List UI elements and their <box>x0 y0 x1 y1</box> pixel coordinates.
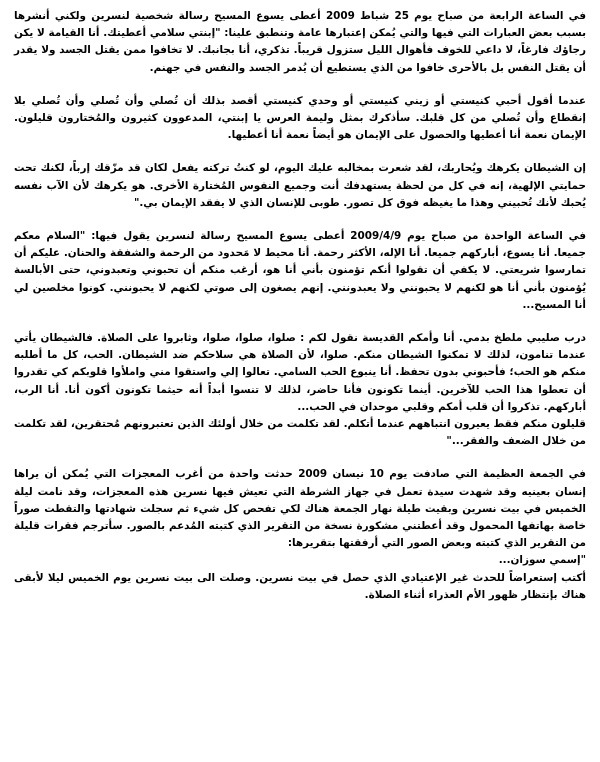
paragraph-report: أكتب إستعراضاً للحدث غير الإعتيادي الذي حصل في بيت نسرين. وصلت الى بيت نسرين يوم الخميس ليلا لأبقى هناك بإنتظار ظهور الأم العذراء أثناء الصلاة. <box>14 571 586 601</box>
document-page <box>14 8 586 756</box>
paragraph-spacer <box>14 144 586 160</box>
paragraph-feb-message: في الساعة الرابعة من صباح يوم 25 شباط 2009 أعطى يسوع المسيح رسالة شخصية لنسرين ولكني أنشرها بسبب بعض العبارات التي فيها والتي يُمكن إعتبارها عامة وتنطبق علينا: "إبنتي سلامي أعطيتك. أنا القيامة لا يكن رجاؤك فارغاً، لا داعي للخوف فأهوال الليل ستزول قريباً. تذكري، أنا بجانبك. لا تخافوا ممن يقتل الجسد ولا يقدر أن يقتل النفس بل بالأحرى خافوا من الذي يستطيع أن يُدمر الجسد والنفس في جهنم. <box>14 10 587 74</box>
paragraph-satan: إن الشيطان يكرهك ويُحاربك، لقد شعرت بمخالبه عليك اليوم، لو كنتُ تركته يفعل لكان قد مزّقك إرباً، لكنك تحت حمايتي الإلهية، إنه في كل من لحظة يستهدفك أنت وجميع النفوس المُختارة الأخرى. هو يكرهك لأن الآب نفسه يُحبك لأنك تُحبيني وهذا ما يغيظه فوق كل تصور. طوبى للإنسان الذي لا يفقد الإيمان بي." <box>14 162 586 209</box>
paragraph-good-friday: في الجمعة العظيمة التي صادفت يوم 10 نيسان 2009 حدثت واحدة من أغرب المعجزات التي يُمكن أن يراها إنسان بعينيه وقد شهدت سيدة تعمل في جهاز الشرطة التي تعيش فيها نسرين هذه المعجزات، وقد نامت ليلة الخميس في بيت نسرين وبقيت طيلة نهار الجمعة هناك لكي تفحص كل شيء ثم سجلت شهادتها والتقطت صوراً خاصة بهاتفها المحمول وقد أعطتني مشكورة نسخة من التقرير الذي كتبته المُدعم بالصور. سأترجم فقرات قليلة من التقرير الذي كتبته وبعض الصور التي أرفقتها بتقريرها: <box>14 468 586 550</box>
paragraph-spacer <box>14 77 586 93</box>
paragraph-spacer <box>14 314 586 330</box>
paragraph-april-message: في الساعة الواحدة من صباح يوم 2009/4/9 أعطى يسوع المسيح رسالة لنسرين يقول فيها: "السلام معكم جميعا. أنا يسوع، أباركهم جميعا. أنا الإله، الأكثر رحمة. أنا محيط لا مَحدود من الرحمة والشفقة والحنان. عليكم أن تمارسوا شريعتي. لا يكفي أن تقولوا أنكم تؤمنون بأني أنا هو، أرغب منكم أن تحبوني وتعبدوني، حتى الأبالسة يُؤمنون بأني أنا هو لكنهم لا يحبونني ولا يعبدونني. إنهم يصغون إلى صوتي لكنهم لا يحبونني. كونوا مخلصين لي أنا المسيح... <box>14 230 586 311</box>
quote-my-name: "إسمي سوزان... <box>498 554 586 567</box>
paragraph-spacer <box>14 212 586 228</box>
paragraph-few-listen: قليلون منكم فقط يعيرون انتباههم عندما أتكلم. لقد تكلمت من خلال أولئك الذين تعتبرونهم مُحتقرين، لقد تكلمت من خلال الضعف والفقر..." <box>14 418 586 448</box>
paragraph-spacer <box>14 450 586 466</box>
paragraph-church-prayer: عندما أقول أحبي كنيستي أو زيني كنيستي أو وحدي كنيستي أقصد بذلك أن تُصلي وأن تُصلي وأن تُصلي بلا إنقطاع وأن تُصلي من كل قلبك. سأذكرك بمثل وليمة العرس يا إبنتي، المدعوون كثيرون والمُختارون قليلون. الإيمان نعمة أنا أعطيها والحصول على الإيمان هو أيضاً نعمة أنا أعطيها. <box>14 94 586 142</box>
paragraph-way-of-cross: درب صليبي ملطخ بدمي. أنا وأمكم القديسة نقول لكم : صلوا، صلوا، صلوا، وثابروا على الصلاة. فالشيطان يأتي عندما تنامون، لذلك لا تمكنوا الشيطان منكم. صلوا، لأن الصلاة هي سلاحكم ضد الشيطان. الحب، كل ما أطلبه منكم هو الحب؛ فأحبوني بدون تحفظ. أنا ينبوع الحب السامي. تعالوا إلي واستقوا مني واملأوا قلوبكم كي تقدروا أن تعطوا هذا الحب للآخرين. أينما تكونون فأنا حاضر، لذلك لا تنسوا أبداً أنه حيثما تكونون أكون أنا. أنا الرب، أباركهم. تذكروا أن قلب أمكم وقلبي موحدان في الحب... <box>14 332 586 413</box>
